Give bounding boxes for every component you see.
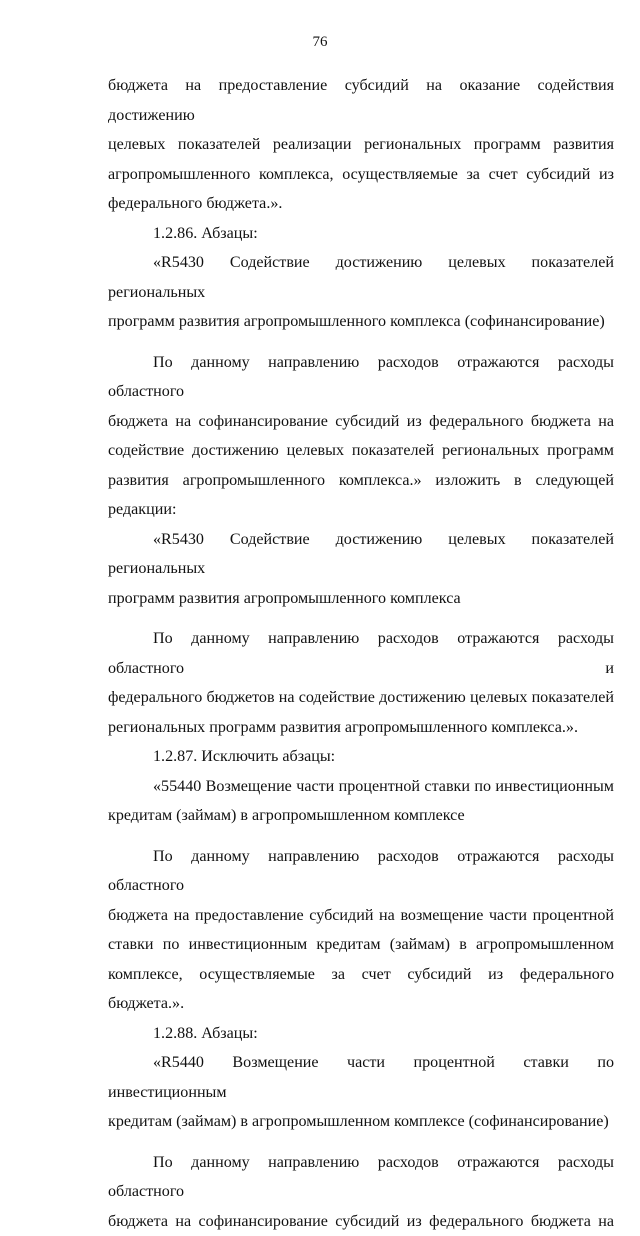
text-line: ставки по инвестиционным кредитам (займам) в агропромышленном [108, 930, 614, 960]
text-line: кредитам (займам) в агропромышленном комплексе [108, 801, 614, 831]
text-line: По данному направлению расходов отражаются расходы областного [108, 348, 614, 407]
text-line: «R5430 Содействие достижению целевых показателей региональных [108, 248, 614, 307]
text-line: федерального бюджета.». [108, 189, 614, 219]
text-line: программ развития агропромышленного комплекса (софинансирование) [108, 307, 614, 337]
text-line: бюджета на предоставление субсидий на оказание содействия достижению [108, 71, 614, 130]
paragraph-budget-subsidies [108, 71, 614, 219]
text-line: программ развития агропромышленного комплекса [108, 584, 614, 614]
document-body [108, 71, 614, 1236]
text-line: бюджета на софинансирование субсидий из федерального бюджета на [108, 1207, 614, 1236]
text-line: 1.2.88. Абзацы: [108, 1019, 614, 1049]
paragraph-r5440-description [108, 1148, 614, 1236]
text-line: кредитам (займам) в агропромышленном комплексе (софинансирование) [108, 1107, 614, 1137]
text-line: По данному направлению расходов отражаются расходы областного и [108, 624, 614, 683]
section-heading-1-2-88 [108, 1019, 614, 1049]
text-line: федерального бюджетов на содействие достижению целевых показателей [108, 683, 614, 713]
page-number: 76 [0, 34, 640, 51]
paragraph-r5430-new-description [108, 624, 614, 742]
section-heading-1-2-86 [108, 219, 614, 249]
text-line: По данному направлению расходов отражаются расходы областного [108, 1148, 614, 1207]
text-line: 1.2.86. Абзацы: [108, 219, 614, 249]
text-line: «55440 Возмещение части процентной ставки по инвестиционным [108, 772, 614, 802]
text-line: По данному направлению расходов отражаются расходы областного [108, 842, 614, 901]
text-line: бюджета на софинансирование субсидий из федерального бюджета на [108, 407, 614, 437]
paragraph-55440-description [108, 842, 614, 1019]
text-line: региональных программ развития агропромышленного комплекса.». [108, 713, 614, 743]
text-line: бюджета на предоставление субсидий на возмещение части процентной [108, 901, 614, 931]
text-line: «R5440 Возмещение части процентной ставки по инвестиционным [108, 1048, 614, 1107]
text-line: комплексе, осуществляемые за счет субсидий из федерального бюджета.». [108, 960, 614, 1019]
text-line: 1.2.87. Исключить абзацы: [108, 742, 614, 772]
text-line: целевых показателей реализации региональных программ развития [108, 130, 614, 160]
text-line: агропромышленного комплекса, осуществляемые за счет субсидий из [108, 160, 614, 190]
text-line: «R5430 Содействие достижению целевых показателей региональных [108, 525, 614, 584]
paragraph-55440-title [108, 772, 614, 831]
paragraph-r5430-new-title [108, 525, 614, 614]
paragraph-r5440-title [108, 1048, 614, 1137]
paragraph-r5430-old-title [108, 248, 614, 337]
text-line: содействие достижению целевых показателей региональных программ [108, 436, 614, 466]
paragraph-r5430-old-description [108, 348, 614, 525]
section-heading-1-2-87 [108, 742, 614, 772]
text-line: развития агропромышленного комплекса.» изложить в следующей редакции: [108, 466, 614, 525]
